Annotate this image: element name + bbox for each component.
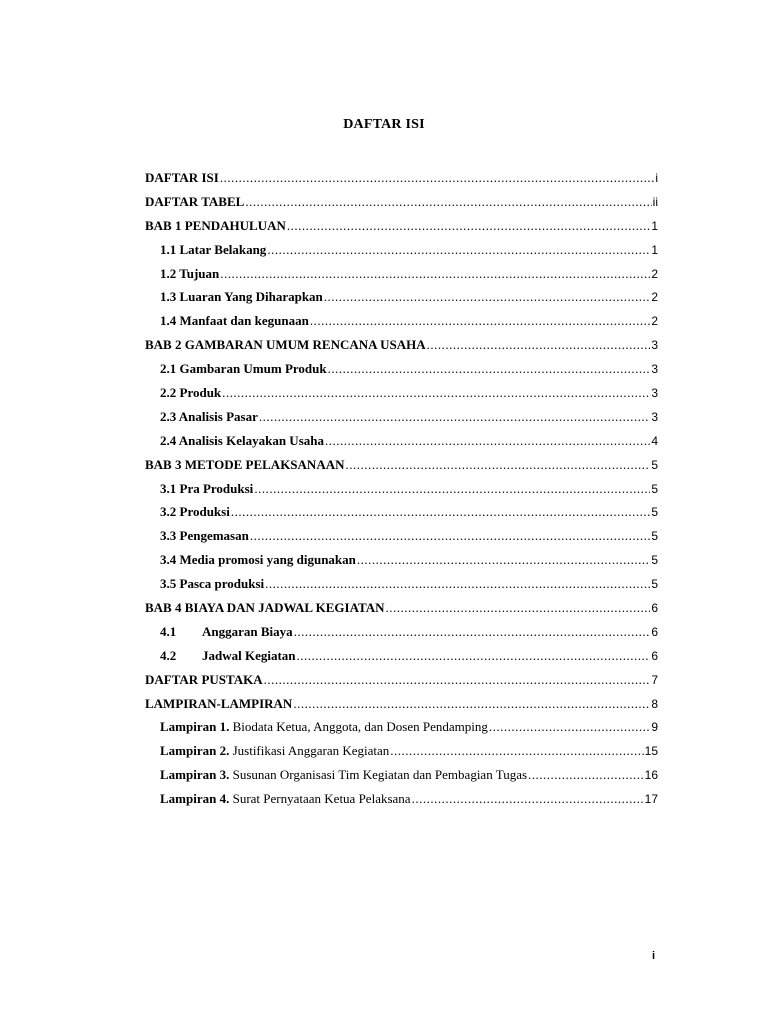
toc-entry-page: 5 bbox=[651, 529, 658, 544]
toc-entry-number: 4.1 bbox=[160, 623, 177, 639]
toc-entry-label bbox=[160, 743, 389, 759]
toc-entry-title: Lampiran 2. bbox=[160, 743, 230, 759]
toc-entry-title: 1.2 Tujuan bbox=[160, 265, 220, 281]
dot-leader bbox=[489, 719, 650, 735]
toc-entry-page: 5 bbox=[651, 457, 658, 472]
toc-entry[interactable] bbox=[145, 170, 658, 194]
toc-entry-title: 3.1 Pra Produksi bbox=[160, 480, 254, 496]
toc-entry[interactable] bbox=[145, 696, 658, 720]
toc-entry[interactable] bbox=[145, 409, 658, 433]
toc-entry[interactable] bbox=[145, 433, 658, 457]
toc-entry-page: 5 bbox=[651, 577, 658, 592]
toc-entry[interactable] bbox=[145, 242, 658, 266]
toc-entry-label bbox=[160, 481, 253, 497]
toc-entry[interactable] bbox=[145, 552, 658, 576]
toc-entry-title: 1.1 Latar Belakang bbox=[160, 241, 267, 257]
toc-entry-title: DAFTAR TABEL bbox=[145, 193, 245, 209]
toc-entry-page: 2 bbox=[651, 290, 658, 305]
dot-leader bbox=[325, 433, 650, 449]
toc-entry-description: Justifikasi Anggaran Kegiatan bbox=[232, 743, 390, 759]
toc-entry-label bbox=[160, 313, 309, 329]
toc-entry-page: 16 bbox=[644, 768, 658, 783]
dot-leader bbox=[220, 170, 655, 186]
toc-entry-title: Anggaran Biaya bbox=[202, 623, 293, 639]
toc-entry-page: 6 bbox=[651, 601, 658, 616]
toc-entry-title: 1.3 Luaran Yang Diharapkan bbox=[160, 289, 323, 305]
toc-entry-page: 4 bbox=[651, 433, 658, 448]
toc-entry-title: 2.2 Produk bbox=[160, 385, 222, 401]
toc-entry-title: 1.4 Manfaat dan kegunaan bbox=[160, 313, 309, 329]
toc-entry-page: 2 bbox=[651, 314, 658, 329]
dot-leader bbox=[324, 289, 651, 305]
toc-entry-description: Biodata Ketua, Anggota, dan Dosen Pendamping bbox=[232, 719, 488, 735]
toc-entry-label bbox=[160, 576, 264, 592]
toc-entry[interactable] bbox=[145, 791, 658, 815]
toc-entry[interactable] bbox=[145, 361, 658, 385]
dot-leader bbox=[293, 696, 650, 712]
toc-entry-label bbox=[145, 337, 426, 353]
toc-entry-label bbox=[160, 528, 249, 544]
dot-leader bbox=[259, 409, 650, 425]
toc-entry-title: Lampiran 1. bbox=[160, 719, 230, 735]
toc-entry-title: BAB 2 GAMBARAN UMUM RENCANA USAHA bbox=[145, 337, 426, 353]
toc-entry-label bbox=[160, 361, 327, 377]
toc-entry-label bbox=[145, 170, 219, 186]
toc-entry-title: 2.3 Analisis Pasar bbox=[160, 408, 258, 424]
dot-leader bbox=[390, 743, 643, 759]
toc-entry[interactable] bbox=[145, 481, 658, 505]
dot-leader bbox=[264, 672, 651, 688]
page-title: DAFTAR ISI bbox=[343, 117, 425, 132]
toc-entry-label bbox=[160, 266, 219, 282]
toc-entry-page: 3 bbox=[651, 338, 658, 353]
toc-entry[interactable] bbox=[145, 719, 658, 743]
toc-entry-label bbox=[160, 791, 411, 807]
toc-entry-title: BAB 3 METODE PELAKSANAAN bbox=[145, 456, 345, 472]
dot-leader bbox=[385, 600, 650, 616]
toc-entry-description: Susunan Organisasi Tim Kegiatan dan Pembagian Tugas bbox=[232, 767, 528, 783]
dot-leader bbox=[528, 767, 644, 783]
toc-entry[interactable] bbox=[145, 600, 658, 624]
toc-entry-label bbox=[145, 600, 384, 616]
toc-entry[interactable] bbox=[145, 743, 658, 767]
toc-entry[interactable] bbox=[145, 385, 658, 409]
toc-entry-page: 2 bbox=[651, 266, 658, 281]
dot-leader bbox=[245, 194, 651, 210]
toc-entry-title: DAFTAR ISI bbox=[145, 170, 219, 185]
toc-entry-title: Lampiran 3. bbox=[160, 767, 230, 783]
dot-leader bbox=[254, 481, 650, 497]
toc-entry-page: 1 bbox=[651, 242, 658, 257]
toc-entry-page: i bbox=[655, 171, 658, 185]
toc-entry-label bbox=[160, 385, 221, 401]
toc-entry-page: 6 bbox=[651, 648, 658, 663]
toc-entry-page: 5 bbox=[651, 505, 658, 520]
toc-entry-page: 17 bbox=[644, 792, 658, 807]
toc-entry[interactable] bbox=[145, 528, 658, 552]
page-number: i bbox=[652, 950, 656, 962]
toc-entry[interactable] bbox=[145, 289, 658, 313]
dot-leader bbox=[231, 504, 650, 520]
toc-entry[interactable] bbox=[145, 672, 658, 696]
toc-entry-page: 9 bbox=[651, 720, 658, 735]
toc-entry-page: 6 bbox=[651, 624, 658, 639]
toc-entry-page: 5 bbox=[651, 553, 658, 568]
dot-leader bbox=[250, 528, 650, 544]
toc-entry-title: BAB 1 PENDAHULUAN bbox=[145, 217, 286, 233]
toc-entry[interactable] bbox=[145, 767, 658, 791]
table-of-contents bbox=[145, 170, 658, 815]
toc-entry-label bbox=[160, 624, 293, 640]
dot-leader bbox=[220, 266, 650, 282]
dot-leader bbox=[297, 648, 651, 664]
toc-entry-label bbox=[160, 648, 296, 664]
toc-entry-title: 3.4 Media promosi yang digunakan bbox=[160, 552, 356, 568]
toc-entry-label bbox=[145, 194, 244, 210]
dot-leader bbox=[267, 242, 650, 258]
toc-entry-title: 3.2 Produksi bbox=[160, 504, 230, 520]
toc-entry-label bbox=[145, 672, 263, 688]
toc-entry-label bbox=[145, 696, 292, 712]
dot-leader bbox=[294, 624, 651, 640]
toc-entry-page: 1 bbox=[651, 218, 658, 233]
toc-entry[interactable] bbox=[145, 504, 658, 528]
toc-entry-title: Jadwal Kegiatan bbox=[202, 647, 296, 663]
dot-leader bbox=[222, 385, 650, 401]
dot-leader bbox=[345, 457, 650, 473]
toc-entry-page: ii bbox=[652, 194, 658, 209]
toc-entry-label bbox=[145, 218, 286, 234]
toc-entry-title: LAMPIRAN-LAMPIRAN bbox=[145, 695, 293, 711]
dot-leader bbox=[357, 552, 650, 568]
toc-entry-label bbox=[160, 504, 230, 520]
toc-entry[interactable] bbox=[145, 266, 658, 290]
dot-leader bbox=[265, 576, 650, 592]
toc-entry[interactable] bbox=[145, 648, 658, 672]
dot-leader bbox=[328, 361, 651, 377]
toc-entry-title: 3.3 Pengemasan bbox=[160, 528, 249, 544]
toc-entry-page: 3 bbox=[651, 409, 658, 424]
toc-entry-label bbox=[145, 457, 344, 473]
dot-leader bbox=[427, 337, 651, 353]
toc-entry-page: 3 bbox=[651, 362, 658, 377]
toc-entry-description: Surat Pernyataan Ketua Pelaksana bbox=[232, 791, 411, 807]
toc-entry-label bbox=[160, 433, 324, 449]
toc-entry-title: Lampiran 4. bbox=[160, 791, 230, 807]
toc-entry-title: DAFTAR PUSTAKA bbox=[145, 671, 263, 687]
toc-entry-title: 3.5 Pasca produksi bbox=[160, 576, 265, 592]
toc-entry[interactable] bbox=[145, 218, 658, 242]
toc-entry-label bbox=[160, 719, 488, 735]
toc-entry-page: 5 bbox=[651, 481, 658, 496]
toc-entry-page: 7 bbox=[651, 672, 658, 687]
toc-entry[interactable] bbox=[145, 576, 658, 600]
toc-entry-label bbox=[160, 409, 258, 425]
toc-entry[interactable] bbox=[145, 624, 658, 648]
dot-leader bbox=[287, 218, 650, 234]
toc-entry-number: 4.2 bbox=[160, 647, 177, 663]
toc-entry-label bbox=[160, 289, 323, 305]
toc-entry-title: BAB 4 BIAYA DAN JADWAL KEGIATAN bbox=[145, 600, 385, 616]
dot-leader bbox=[412, 791, 644, 807]
toc-entry-page: 15 bbox=[644, 744, 658, 759]
toc-entry[interactable] bbox=[145, 194, 658, 218]
toc-entry-title: 2.1 Gambaran Umum Produk bbox=[160, 361, 327, 377]
toc-entry-label bbox=[160, 552, 356, 568]
toc-entry-label bbox=[160, 242, 266, 258]
toc-entry-label bbox=[160, 767, 527, 783]
toc-entry[interactable] bbox=[145, 313, 658, 337]
toc-entry[interactable] bbox=[145, 457, 658, 481]
toc-entry-page: 3 bbox=[651, 386, 658, 401]
toc-entry-page: 8 bbox=[651, 696, 658, 711]
dot-leader bbox=[310, 313, 651, 329]
toc-entry-title: 2.4 Analisis Kelayakan Usaha bbox=[160, 432, 324, 448]
toc-entry[interactable] bbox=[145, 337, 658, 361]
